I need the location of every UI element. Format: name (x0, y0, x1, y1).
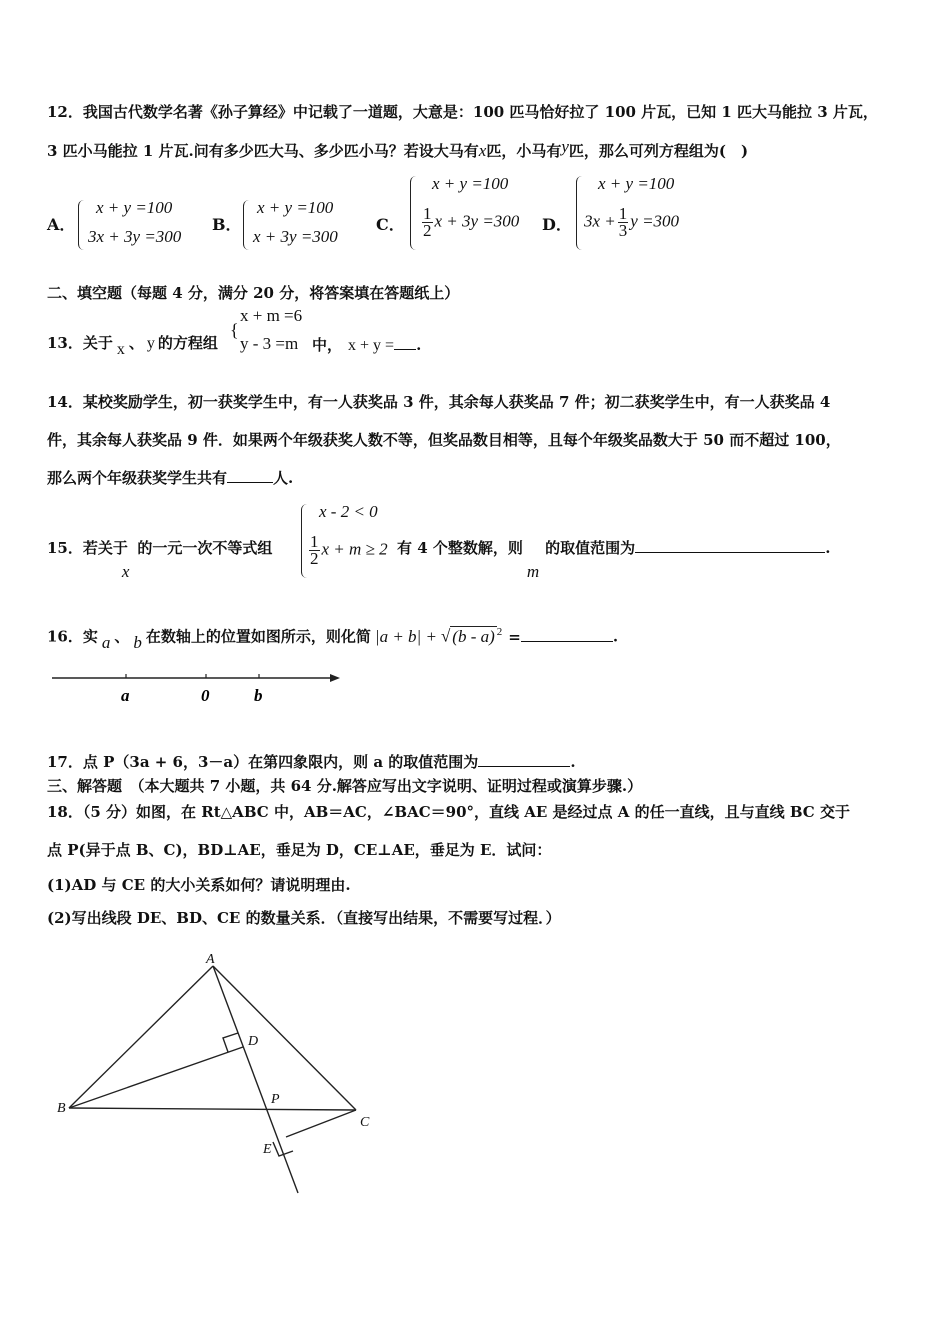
q12-option-a-label[interactable]: A． (47, 215, 76, 234)
q18-part2: (2)写出线段 DE、BD、CE 的数量关系．（直接写出结果，不需要写过程．） (47, 909, 561, 927)
q16-abs-expr: |a + b| + (374, 626, 437, 646)
right-angle-e (273, 1142, 293, 1156)
triangle-figure (50, 945, 390, 1200)
q18-part1: (1)AD 与 CE 的大小关系如何？请说明理由. (47, 876, 351, 894)
number-line-figure (48, 668, 348, 708)
q12-option-c-eq2: $\frac{1}{2}$ x + 3y =300 (423, 204, 520, 240)
q13-var-x: x (116, 341, 125, 358)
segment-ce (286, 1110, 356, 1137)
q15-eq2: $\frac{1}{2}$ x + m ≥ 2 (310, 532, 388, 568)
line-ae (213, 966, 298, 1193)
label-c: C (360, 1115, 370, 1130)
q13-answer-blank[interactable] (394, 349, 416, 350)
label-e: E (263, 1142, 272, 1157)
q12-option-c-label[interactable]: C． (376, 215, 405, 234)
q14-line3: 那么两个年级获奖学生共有 人. (47, 469, 294, 487)
q17-answer-blank[interactable] (478, 766, 570, 767)
q12-line2-b: 匹，小马有 (486, 142, 562, 160)
label-d: D (248, 1034, 259, 1049)
q12-line2 (47, 137, 749, 161)
q16-var-b: b (133, 632, 142, 652)
q12-line2-a: 3 匹小马能拉 1 片瓦.问有多少匹大马、多少匹小马？若设大马有 (47, 142, 479, 160)
q13-post: 中， x + y = . (312, 336, 422, 354)
q18-line1: 18．（5 分）如图，在 Rt△ABC 中，AB＝AC，∠BAC＝90°，直线 AE 是经过点 A 的任一直线，且与直线 BC 交于 (47, 803, 850, 821)
q14-line1: 14．某校奖励学生，初一获奖学生中，有一人获奖品 3 件，其余每人获奖品 7 件；初二获奖学生中，有一人获奖品 4 (47, 393, 831, 411)
arrow-icon (330, 674, 340, 682)
q16-text: 16．实 a 、 b 在数轴上的位置如图所示，则化简 |a + b| + √ (b - a) $^2$ = . (47, 622, 618, 647)
label-b: B (57, 1101, 66, 1116)
q18-line2: 点 P(异于点 B、C)，BD⊥AE，垂足为 D，CE⊥AE，垂足为 E．试问： (47, 841, 552, 859)
q15-fraction: $\frac{1}{2}$ (310, 532, 319, 568)
q15-text: 15．若关于x的一元一次不等式组 (47, 539, 273, 581)
axis-label-a: a (121, 686, 130, 705)
sqrt-icon: √ (440, 626, 451, 646)
q16-var-a: a (101, 632, 111, 652)
section-2-heading: 二、填空题（每题 4 分，满分 20 分，将答案填在答题纸上） (47, 284, 460, 302)
brace-icon (576, 176, 583, 250)
q13-expr: x + y = (348, 337, 395, 354)
q17-text: 17．点 P（3a + 6，3－a）在第四象限内，则 a 的取值范围为 . (47, 753, 576, 771)
segment-bc (69, 1108, 356, 1110)
q12-option-d-fraction: $\frac{1}{3}$ (618, 204, 628, 240)
q13-eq1: x + m =6 (240, 306, 303, 325)
brace-icon (410, 176, 417, 250)
q15-var-x: x (121, 562, 130, 581)
q12-option-c-eq1: x + y =100 (432, 174, 509, 193)
q15-answer-blank[interactable] (635, 552, 825, 553)
q12-var-y: y (561, 137, 569, 156)
segment-ab (69, 966, 213, 1108)
q12-option-b-label[interactable]: B． (212, 215, 242, 234)
q12-var-x: x (478, 141, 487, 160)
section-3-heading: 三、解答题 （本大题共 7 小题，共 64 分.解答应写出文字说明、证明过程或演算步骤.） (47, 777, 643, 795)
label-p: P (271, 1092, 280, 1107)
axis-label-b: b (254, 686, 263, 705)
q13-var-y: y (146, 335, 155, 352)
q12-line1: 12．我国古代数学名著《孙子算经》中记载了一道题，大意是：100 匹马恰好拉了 100 片瓦，已知 1 匹大马能拉 3 片瓦， (47, 103, 878, 121)
q14-answer-blank[interactable] (227, 482, 273, 483)
segment-ac (213, 966, 356, 1110)
q12-option-c-fraction: $\frac{1}{2}$ (423, 204, 432, 240)
q14-line2: 件，其余每人获奖品 9 件．如果两个年级获奖人数不等，但奖品数目相等，且每个年级奖品数大于 50 而不超过 100， (47, 431, 841, 449)
q13-text: 13．关于 x 、 y 的方程组 (47, 334, 218, 358)
brace-icon: { (230, 320, 239, 340)
brace-icon (243, 200, 250, 250)
segment-bd (69, 1047, 243, 1108)
q12-option-a-eq2: 3x + 3y =300 (88, 227, 182, 246)
label-a: A (206, 952, 215, 967)
q15-post: 有 4 个整数解，则m的取值范围为 . (397, 539, 831, 581)
q12-line2-c: 匹，那么可列方程组为( ) (568, 142, 749, 160)
axis-label-0: 0 (201, 686, 210, 705)
q12-option-d-eq1: x + y =100 (598, 174, 675, 193)
q15-var-m: m (526, 562, 540, 581)
q12-option-d-label[interactable]: D． (542, 215, 572, 234)
q12-option-b-eq1: x + y =100 (257, 198, 334, 217)
q12-option-a-eq1: x + y =100 (96, 198, 173, 217)
q12-option-d-eq2: 3x + $\frac{1}{3}$ y =300 (584, 204, 680, 240)
brace-icon (78, 200, 85, 250)
q16-sqrt-expr: √ (b - a) $^2$ (440, 626, 503, 646)
q15-eq1: x - 2 < 0 (319, 502, 378, 521)
q12-option-b-eq2: x + 3y =300 (253, 227, 338, 246)
q13-eq2: y - 3 =m (240, 334, 299, 353)
q16-answer-blank[interactable] (521, 641, 613, 642)
